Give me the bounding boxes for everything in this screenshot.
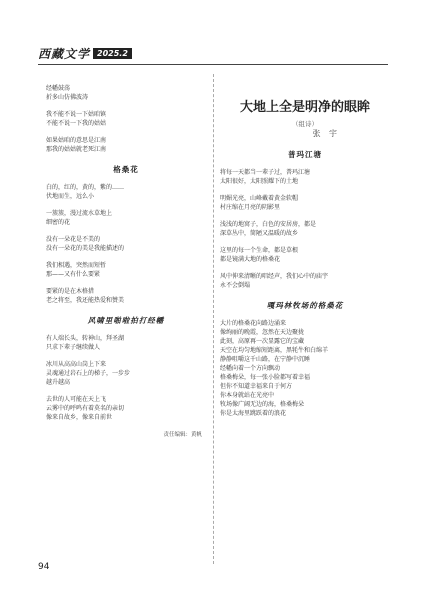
poem-line: 经幡向着一个方向飘动 — [220, 365, 281, 372]
column-divider — [213, 74, 214, 564]
poem-line: 将每一天都当一辈子过，普玛江塘 — [220, 169, 311, 176]
poem-line: 那——又有什么要紧 — [46, 271, 101, 278]
poem-line: 明媚光亮，山峰戴着黄金软帽 — [220, 195, 299, 202]
poem-line: 格桑梅朵，每一张小脸都写着幸福 — [220, 374, 311, 381]
stanza — [46, 84, 206, 102]
journal-header — [38, 44, 132, 62]
poem-line: 冰川从高高山岗上下来 — [46, 361, 107, 368]
poem-line: 没有一朵花是不美的 — [46, 236, 101, 243]
issue-badge: 2025.2 — [93, 48, 132, 59]
stanza — [46, 287, 206, 305]
poem-body-gama — [220, 319, 390, 418]
poem-line: 只求下辈子继续做人 — [46, 344, 101, 351]
stanza — [46, 395, 206, 422]
poem-body-gesang — [46, 183, 206, 305]
stanza — [220, 194, 390, 212]
poem-line: 经幡鼓荡 — [46, 85, 71, 92]
poem-line: 太阳很好，太阳照耀下的土地 — [220, 178, 299, 185]
stanza — [220, 168, 390, 186]
poem-line: 如果姑咱的意思是江南 — [46, 137, 107, 144]
poem-line: 浅浅的地窝子，白色的安居房，都是 — [220, 221, 317, 228]
poem-line: 越升越高 — [46, 379, 71, 386]
poem-line: 风中伸来清晰的唱经声，我们心中的庙宇 — [220, 273, 329, 280]
poem-line: 云雾中的呼鸣有着莫名的亲切 — [46, 405, 125, 412]
poem-line: 不能不说一下我的姑姑 — [46, 120, 107, 127]
header-rule — [38, 64, 388, 65]
poem-line: 伏地而生，远么小 — [46, 193, 95, 200]
poem-line: 深草丛中，简陋又温暖的故乡 — [220, 230, 299, 237]
poem-line: 折多山仿佛波涛 — [46, 94, 89, 101]
stanza — [220, 220, 390, 238]
poem-line: 去世的人可能在天上飞 — [46, 396, 107, 403]
poem-line: 永不会倒塌 — [220, 282, 251, 289]
stanza — [46, 183, 206, 201]
poem-line: 这里的每一个生命，都是草根 — [220, 247, 299, 254]
article-title: 大地上全是明净的眼眸 — [239, 100, 370, 115]
stanza — [46, 110, 206, 128]
poem-title-gama: 嘎玛林牧场的格桑花 — [266, 301, 344, 310]
stanza — [220, 272, 390, 290]
stanza — [46, 209, 206, 227]
poem-body-puma — [220, 168, 390, 290]
stanza — [46, 261, 206, 279]
right-column — [220, 84, 390, 426]
poem-line: 牧场像广阔无边的海，格桑梅朵 — [220, 401, 305, 408]
journal-name: 西藏文学 — [38, 46, 91, 61]
poem-line: 灵魂通过岩石上的梯子，一步步 — [46, 370, 131, 377]
poem-line: 村庄缩在月亮的阴影里 — [220, 204, 281, 211]
poem-line: 那我的姑姑就老死江南 — [46, 146, 107, 153]
poem-line: 白的，红的，黄的，紫的…… — [46, 184, 125, 191]
poem-line: 像绚丽的晚霞，忽然在天边聚拢 — [220, 329, 305, 336]
editor-credit: 责任编辑：黄帆 — [163, 432, 202, 438]
stanza — [46, 334, 206, 352]
poem-line: 但你不知道幸福来自于何方 — [220, 383, 293, 390]
author-name: 张 宇 — [312, 129, 340, 138]
poem-line: 天空在均匀地缩短距离，黑牦牛和白绵羊 — [220, 347, 329, 354]
poem-line: 你是太海里跳跃着的浪花 — [220, 410, 287, 417]
poem-body-wind — [46, 334, 206, 422]
poem-line: 静静咀嚼这千山路，在宁静中沉睡 — [220, 356, 311, 363]
article-subtitle: （组诗） — [292, 120, 318, 128]
stanza — [220, 246, 390, 264]
poem-line: 细密的花 — [46, 219, 71, 226]
poem-title-wind: 风啸里啪啦拍打经幡 — [87, 316, 165, 325]
poem-title-gesang: 格桑花 — [113, 165, 139, 174]
poem-line: 要紧的是在木格措 — [46, 288, 95, 295]
stanza — [220, 319, 390, 418]
poem-line: 没有一朵花的美是我能描述的 — [46, 245, 125, 252]
poem-line: 我们相遇，突然而短暂 — [46, 262, 107, 269]
poem-line: 你本身就站在光亮中 — [220, 392, 275, 399]
poem-title-puma: 普玛江塘 — [288, 150, 322, 159]
poem-line: 我不能不说一下姑咱镇 — [46, 111, 107, 118]
poem-line: 此刻，高原再一次显露它的宝藏 — [220, 338, 305, 345]
stanza — [46, 360, 206, 387]
poem-line: 都是镜满大地的格桑花 — [220, 256, 281, 263]
poem-line: 像来自故乡，像来自前世 — [46, 414, 113, 421]
poem-line: 大片的格桑花向路边涌来 — [220, 320, 287, 327]
stanza — [46, 136, 206, 154]
stanza — [46, 235, 206, 253]
intro-poem — [46, 84, 206, 154]
poem-line: 一簇簇，漫过流水草地上 — [46, 210, 113, 217]
poem-line: 老之将至，我还能热爱和赞美 — [46, 297, 125, 304]
left-column — [46, 84, 206, 438]
poem-line: 有人端长头，转神山，拜圣湖 — [46, 335, 125, 342]
page-number: 94 — [38, 562, 50, 572]
